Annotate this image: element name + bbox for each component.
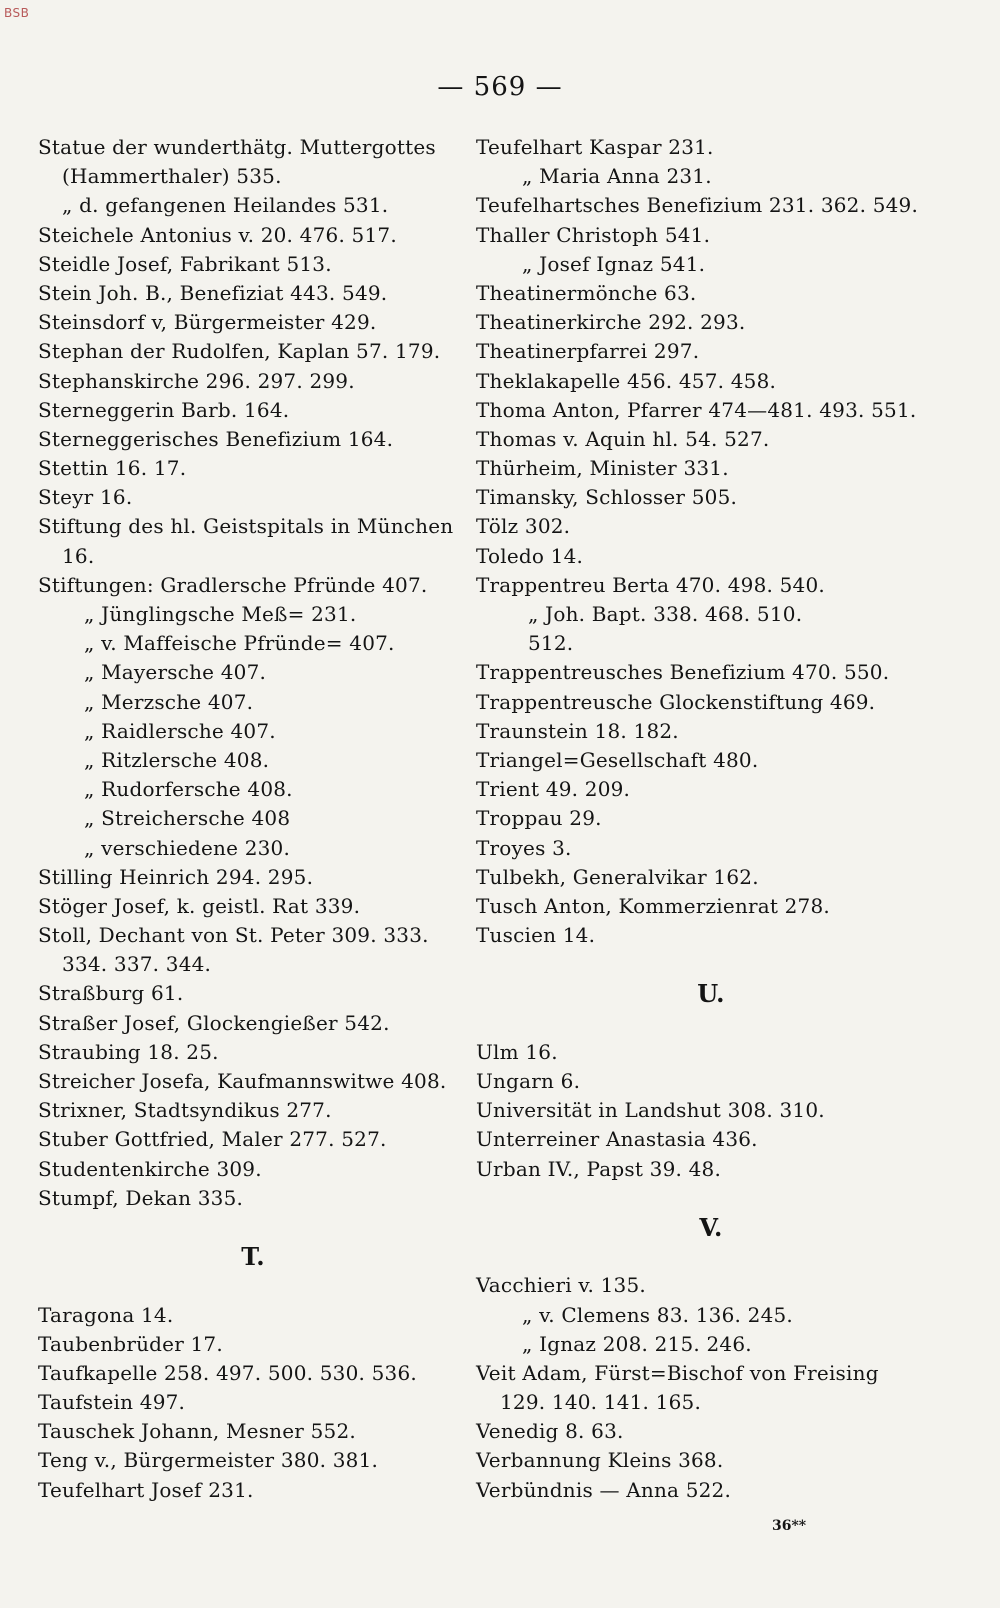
index-entry: Trient 49. 209. [476, 777, 631, 802]
index-entry: Stuber Gottfried, Maler 277. 527. [38, 1127, 387, 1152]
index-entry: Theatinerpfarrei 297. [476, 339, 700, 364]
index-entry: „ v. Clemens 83. 136. 245. [522, 1302, 793, 1327]
index-entry: Trappentreu Berta 470. 498. 540. [476, 572, 825, 597]
index-entry: Tölz 302. [476, 514, 571, 539]
index-entry: „ Raidlersche 407. [84, 718, 276, 743]
index-entry: Thomas v. Aquin hl. 54. 527. [476, 426, 770, 451]
index-entry: „ Mayersche 407. [84, 660, 267, 685]
index-entry: Thürheim, Minister 331. [476, 456, 729, 481]
index-entry: (Hammerthaler) 535. [62, 164, 282, 189]
index-entry: Trappentreusche Glockenstiftung 469. [476, 689, 876, 714]
index-entry: Stumpf, Dekan 335. [38, 1185, 244, 1210]
section-spacer [476, 1009, 946, 1038]
index-entry: Stein Joh. B., Benefiziat 443. 549. [38, 280, 388, 305]
index-entry: „ verschiedene 230. [84, 835, 291, 860]
index-entry: „ Merzsche 407. [84, 689, 254, 714]
index-entry: Universität in Landshut 308. 310. [476, 1098, 825, 1123]
index-entry: 129. 140. 141. 165. [500, 1390, 701, 1415]
index-entry: Tuscien 14. [476, 923, 596, 948]
index-entry: Steyr 16. [38, 485, 133, 510]
index-entry: Stiftungen: Gradlersche Pfründe 407. [38, 572, 428, 597]
index-entry: Stiftung des hl. Geistspitals in München [38, 514, 454, 539]
section-heading: U. [697, 979, 725, 1009]
index-entry: „ v. Maffeische Pfründe= 407. [84, 631, 395, 656]
index-entry: Vacchieri v. 135. [476, 1273, 646, 1298]
index-entry: Studentenkirche 309. [38, 1156, 262, 1181]
index-entry: Ulm 16. [476, 1039, 558, 1064]
index-entry: Statue der wunderthätg. Muttergottes [38, 135, 436, 159]
index-entry: „ Jünglingsche Meß= 231. [84, 602, 357, 626]
index-entry: Theatinermönche 63. [476, 280, 697, 305]
index-entry: Teng v., Bürgermeister 380. 381. [38, 1448, 379, 1473]
index-entry: Toledo 14. [476, 543, 584, 568]
index-entry: Verbündnis — Anna 522. [476, 1477, 732, 1502]
index-entry: „ Rudorfersche 408. [84, 777, 293, 802]
section-heading: T. [241, 1242, 265, 1272]
index-entry: Teufelhartsches Benefizium 231. 362. 549. [476, 193, 919, 218]
section-spacer [38, 1271, 468, 1300]
index-entry: Stettin 16. 17. [38, 456, 187, 481]
index-column-left [38, 133, 468, 1505]
index-entry: Thaller Christoph 541. [476, 222, 711, 247]
index-entry: Thoma Anton, Pfarrer 474—481. 493. 551. [476, 397, 917, 422]
index-entry: Veit Adam, Fürst=Bischof von Freising [476, 1360, 879, 1385]
printer-signature: 36** [772, 1518, 807, 1534]
index-entry: Stephanskirche 296. 297. 299. [38, 368, 355, 393]
index-entry: Timansky, Schlosser 505. [476, 485, 738, 510]
index-entry: Taufstein 497. [38, 1390, 186, 1415]
index-entry: Taufkapelle 258. 497. 500. 530. 536. [38, 1360, 417, 1385]
index-entry: Straßer Josef, Glockengießer 542. [38, 1010, 390, 1035]
index-entry: Steidle Josef, Fabrikant 513. [38, 251, 332, 276]
index-entry: Sterneggerin Barb. 164. [38, 397, 290, 422]
index-entry: Straßburg 61. [38, 981, 184, 1006]
index-entry: Sterneggerisches Benefizium 164. [38, 426, 394, 451]
index-entry: Stöger Josef, k. geistl. Rat 339. [38, 893, 361, 918]
index-entry: „ Ignaz 208. 215. 246. [522, 1331, 752, 1356]
index-entry: Strixner, Stadtsyndikus 277. [38, 1098, 332, 1123]
index-entry: Steinsdorf v, Bürgermeister 429. [38, 310, 377, 335]
index-entry: Taubenbrüder 17. [38, 1331, 223, 1356]
index-entry: „ d. gefangenen Heilandes 531. [62, 193, 389, 218]
index-entry: Teufelhart Kaspar 231. [476, 135, 714, 159]
index-entry: Steichele Antonius v. 20. 476. 517. [38, 222, 397, 247]
index-entry: „ Josef Ignaz 541. [522, 251, 706, 276]
index-entry: Stephan der Rudolfen, Kaplan 57. 179. [38, 339, 441, 364]
index-entry: Venedig 8. 63. [476, 1419, 624, 1444]
section-spacer [38, 1213, 468, 1242]
index-entry: Troyes 3. [476, 835, 572, 860]
index-entry: „ Joh. Bapt. 338. 468. 510. [528, 602, 803, 626]
section-heading: V. [699, 1212, 723, 1242]
section-spacer [476, 950, 946, 979]
section-spacer [476, 1184, 946, 1213]
index-entry: „ Maria Anna 231. [522, 164, 712, 189]
index-entry: Urban IV., Papst 39. 48. [476, 1156, 722, 1181]
index-entry: Tulbekh, Generalvikar 162. [476, 864, 759, 889]
index-entry: Teufelhart Josef 231. [38, 1477, 254, 1502]
index-entry: „ Streichersche 408 [84, 806, 291, 831]
index-entry: „ Ritzlersche 408. [84, 747, 270, 772]
index-entry: 334. 337. 344. [62, 952, 212, 977]
index-entry: 512. [528, 631, 574, 656]
index-entry: Theatinerkirche 292. 293. [476, 310, 746, 335]
index-entry: 16. [62, 543, 95, 568]
index-entry: Triangel=Gesellschaft 480. [476, 747, 759, 772]
section-spacer [476, 1242, 946, 1271]
index-entry: Troppau 29. [476, 806, 602, 831]
index-entry: Unterreiner Anastasia 436. [476, 1127, 758, 1152]
index-entry: Ungarn 6. [476, 1069, 581, 1093]
index-entry: Traunstein 18. 182. [476, 718, 679, 743]
index-entry: Trappentreusches Benefizium 470. 550. [476, 660, 890, 685]
index-column-right [476, 133, 946, 1505]
library-stamp: BSB [4, 6, 30, 20]
index-entry: Stilling Heinrich 294. 295. [38, 864, 314, 889]
index-entry: Stoll, Dechant von St. Peter 309. 333. [38, 923, 429, 948]
index-entry: Tauschek Johann, Mesner 552. [38, 1419, 356, 1444]
index-entry: Tusch Anton, Kommerzienrat 278. [476, 893, 830, 918]
index-entry: Streicher Josefa, Kaufmannswitwe 408. [38, 1069, 447, 1093]
index-entry: Straubing 18. 25. [38, 1039, 219, 1064]
index-entry: Verbannung Kleins 368. [476, 1448, 724, 1473]
index-entry: Theklakapelle 456. 457. 458. [476, 368, 777, 393]
index-entry: Taragona 14. [38, 1302, 174, 1327]
page-number: — 569 — [437, 72, 563, 102]
